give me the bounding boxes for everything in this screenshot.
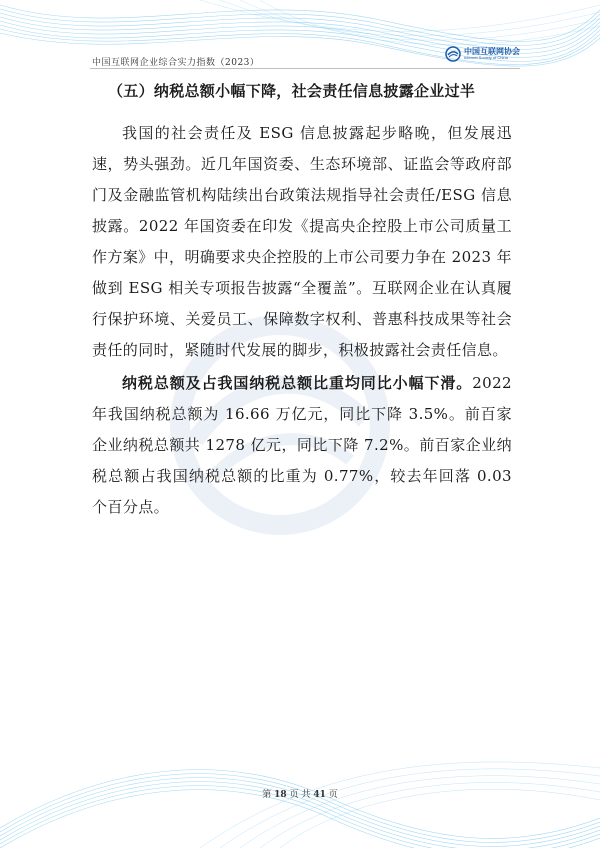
section-heading: （五）纳税总额小幅下降，社会责任信息披露企业过半 — [108, 82, 476, 100]
paragraph-lead: 纳税总额及占我国纳税总额比重均同比小幅下滑。 — [122, 374, 473, 392]
logo-chinese-name: 中国互联网协会 — [464, 47, 520, 56]
paragraph — [92, 368, 512, 523]
footer-middle: 页 共 — [289, 790, 311, 800]
paragraph — [92, 118, 512, 366]
body-text — [92, 118, 512, 525]
footer-suffix: 页 — [328, 790, 338, 800]
bottom-wave-decoration — [0, 708, 600, 848]
paragraph-text: 我国的社会责任及 ESG 信息披露起步略晚，但发展迅速，势头强劲。近几年国资委、生态环境部、证监会等政府部门及金融监管机构陆续出台政策法规指导社会责任/ESG 信息披露。2022 年国资委在印发《提高央企控股上市公司质量工作方案》中，明确要求央企控股的上市公司要力争在 2023 年做到 ESG 相关专项报告披露“全覆盖”。互联网企业在认真履行保护环境、关爱员工、保障数字权利、普惠科技成果等社会责任的同时，紧随时代发展的脚步，积极披露社会责任信息。 — [92, 124, 512, 359]
isc-logo — [445, 46, 520, 62]
total-pages: 41 — [313, 790, 326, 800]
document-header-title: 中国互联网企业综合实力指数（2023） — [92, 58, 260, 68]
page-footer — [0, 787, 600, 800]
current-page-number: 18 — [274, 790, 287, 800]
isc-logo-icon — [445, 46, 461, 62]
logo-english-name: Internet Society of China — [464, 55, 508, 60]
footer-prefix: 第 — [262, 790, 272, 800]
paragraph-text: 2022 年我国纳税总额为 16.66 万亿元，同比下降 3.5%。前百家企业纳税总额共 1278 亿元，同比下降 7.2%。前百家企业纳税总额占我国纳税总额的比重为 0.77%，较去年回落 0.03 个百分点。 — [92, 374, 512, 516]
header-divider — [90, 68, 520, 69]
